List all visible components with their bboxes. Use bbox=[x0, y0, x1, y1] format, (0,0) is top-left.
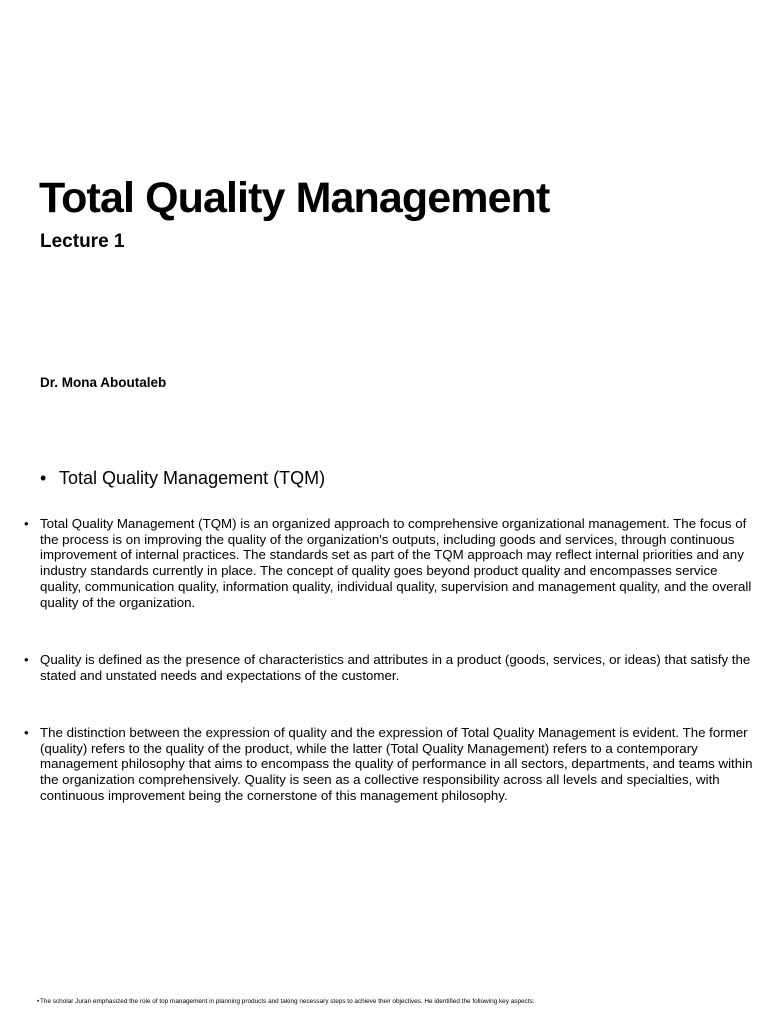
paragraph-text: The distinction between the expression of quality and the expression of Total Quality Management is evident. The former (quality) refers to the quality of the product, while the latter (Total Quality Management) refers to a contemporary management philosophy that aims to encompass the quality of performance in all sectors, departments, and teams within the organization comprehensively. Quality is seen as a collective responsibility across all levels and specialties, with continuous improvement being the cornerstone of this management philosophy. bbox=[40, 725, 753, 803]
paragraph-tqm-definition bbox=[24, 516, 760, 610]
paragraph-text: Total Quality Management (TQM) is an organized approach to comprehensive organizational management. The focus of the process is on improving the quality of the organization's outputs, including goods and services, through continuous improvement of internal practices. The standards set as part of the TQM approach may reflect internal priorities and any industry standards currently in place. The concept of quality goes beyond product quality and encompasses service quality, communication quality, information quality, individual quality, supervision and management quality, and the overall quality of the organization. bbox=[40, 516, 752, 610]
paragraph-text: Quality is defined as the presence of characteristics and attributes in a product (goods, services, or ideas) that satisfy the stated and unstated needs and expectations of the customer. bbox=[40, 652, 751, 683]
bullet-icon: • bbox=[40, 468, 47, 488]
section-heading-text: Total Quality Management (TQM) bbox=[59, 468, 326, 488]
footnote bbox=[37, 997, 760, 1006]
bullet-icon: • bbox=[24, 516, 29, 531]
author-name: Dr. Mona Aboutaleb bbox=[40, 375, 167, 390]
paragraph-quality-definition bbox=[24, 652, 760, 683]
bullet-icon: • bbox=[24, 725, 29, 740]
page-title: Total Quality Management bbox=[39, 174, 550, 222]
lecture-subtitle: Lecture 1 bbox=[40, 231, 125, 252]
paragraph-quality-vs-tqm bbox=[24, 725, 760, 804]
bullet-icon: • bbox=[24, 652, 29, 667]
section-heading bbox=[40, 468, 325, 489]
footnote-text: The scholar Juran emphasized the role of top management in planning products and taking necessary steps to achieve their objectives. He identified the following key aspects: bbox=[40, 998, 535, 1005]
bullet-icon: • bbox=[37, 998, 40, 1005]
